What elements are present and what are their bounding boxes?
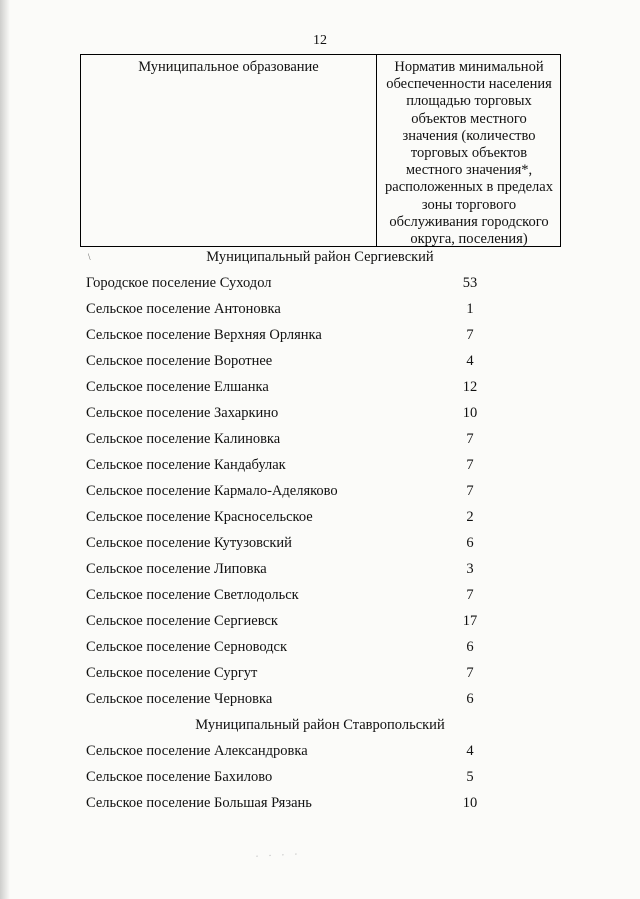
row-name: Сельское поселение Захаркино: [86, 405, 279, 421]
table-row: [0, 405, 640, 425]
row-name: Сельское поселение Липовка: [86, 561, 267, 577]
row-value: 6: [466, 691, 474, 707]
table-row: [0, 743, 640, 763]
row-name: Сельское поселение Кутузовский: [86, 535, 292, 551]
table-row: [0, 639, 640, 659]
row-name: Городское поселение Суходол: [86, 275, 272, 291]
norm-header-line: обеспеченности населения: [386, 76, 552, 93]
table-row: [0, 665, 640, 685]
row-value: 53: [462, 275, 478, 291]
row-value: 4: [466, 743, 474, 759]
row-value: 7: [466, 431, 474, 447]
scan-mark: \: [88, 252, 91, 262]
row-name: Сельское поселение Верхняя Орлянка: [86, 327, 322, 343]
row-value: 10: [462, 795, 478, 811]
table-row: [0, 353, 640, 373]
table-row: [0, 327, 640, 347]
table-header: [80, 54, 561, 247]
norm-header-line: округа, поселения): [410, 231, 528, 248]
row-value: 17: [462, 613, 478, 629]
row-value: 10: [462, 405, 478, 421]
row-value: 6: [466, 639, 474, 655]
row-value: 5: [466, 769, 474, 785]
row-name: Сельское поселение Бахилово: [86, 769, 273, 785]
row-name: Сельское поселение Антоновка: [86, 301, 281, 317]
row-name: Сельское поселение Серноводск: [86, 639, 288, 655]
row-name: Сельское поселение Воротнее: [86, 353, 273, 369]
row-name: Сельское поселение Красносельское: [86, 509, 313, 525]
row-name: Сельское поселение Сергиевск: [86, 613, 278, 629]
page-number: 12: [313, 33, 327, 48]
table-row: [0, 795, 640, 815]
norm-header-line: расположенных в пределах: [385, 179, 553, 196]
table-row: [0, 691, 640, 711]
norm-header-line: объектов местного: [411, 110, 527, 127]
row-name: Сельское поселение Калиновка: [86, 431, 281, 447]
table-row: [0, 457, 640, 477]
row-name: Сельское поселение Александровка: [86, 743, 308, 759]
row-value: 7: [466, 665, 474, 681]
table-row: [0, 535, 640, 555]
municipality-column-header: Муниципальное образование: [138, 59, 319, 75]
section-title-stavropolsky: Муниципальный район Ставропольский: [195, 717, 445, 733]
norm-header-line: местного значения*,: [405, 162, 533, 179]
row-name: Сельское поселение Светлодольск: [86, 587, 299, 603]
row-name: Сельское поселение Большая Рязань: [86, 795, 312, 811]
table-row: [0, 483, 640, 503]
table-row: [0, 275, 640, 295]
norm-column-header: [377, 59, 561, 248]
table-row: [0, 587, 640, 607]
row-value: 4: [466, 353, 474, 369]
row-name: Сельское поселение Кандабулак: [86, 457, 286, 473]
row-value: 3: [466, 561, 474, 577]
norm-header-line: значения (количество: [402, 127, 536, 144]
row-value: 7: [466, 327, 474, 343]
table-row: [0, 561, 640, 581]
row-value: 1: [466, 301, 474, 317]
norm-header-line: торговых объектов: [410, 145, 528, 162]
faint-stamp-mark: · · · ·: [254, 846, 302, 864]
table-row: [0, 769, 640, 789]
row-value: 2: [466, 509, 474, 525]
table-row: [0, 431, 640, 451]
table-row: [0, 509, 640, 529]
row-value: 6: [466, 535, 474, 551]
table-row: [0, 379, 640, 399]
norm-header-line: обслуживания городского: [389, 213, 549, 230]
table-row: [0, 613, 640, 633]
row-value: 7: [466, 483, 474, 499]
norm-header-line: площадью торговых: [406, 93, 532, 110]
norm-header-line: Норматив минимальной: [394, 59, 544, 75]
row-name: Сельское поселение Кармало-Аделяково: [86, 483, 338, 499]
row-name: Сельское поселение Сургут: [86, 665, 258, 681]
table-row: [0, 301, 640, 321]
row-name: Сельское поселение Черновка: [86, 691, 273, 707]
row-value: 7: [466, 587, 474, 603]
row-value: 7: [466, 457, 474, 473]
row-value: 12: [462, 379, 478, 395]
row-name: Сельское поселение Елшанка: [86, 379, 269, 395]
norm-header-line: зоны торгового: [421, 196, 517, 213]
section-title-sergievsky: Муниципальный район Сергиевский: [206, 249, 434, 265]
